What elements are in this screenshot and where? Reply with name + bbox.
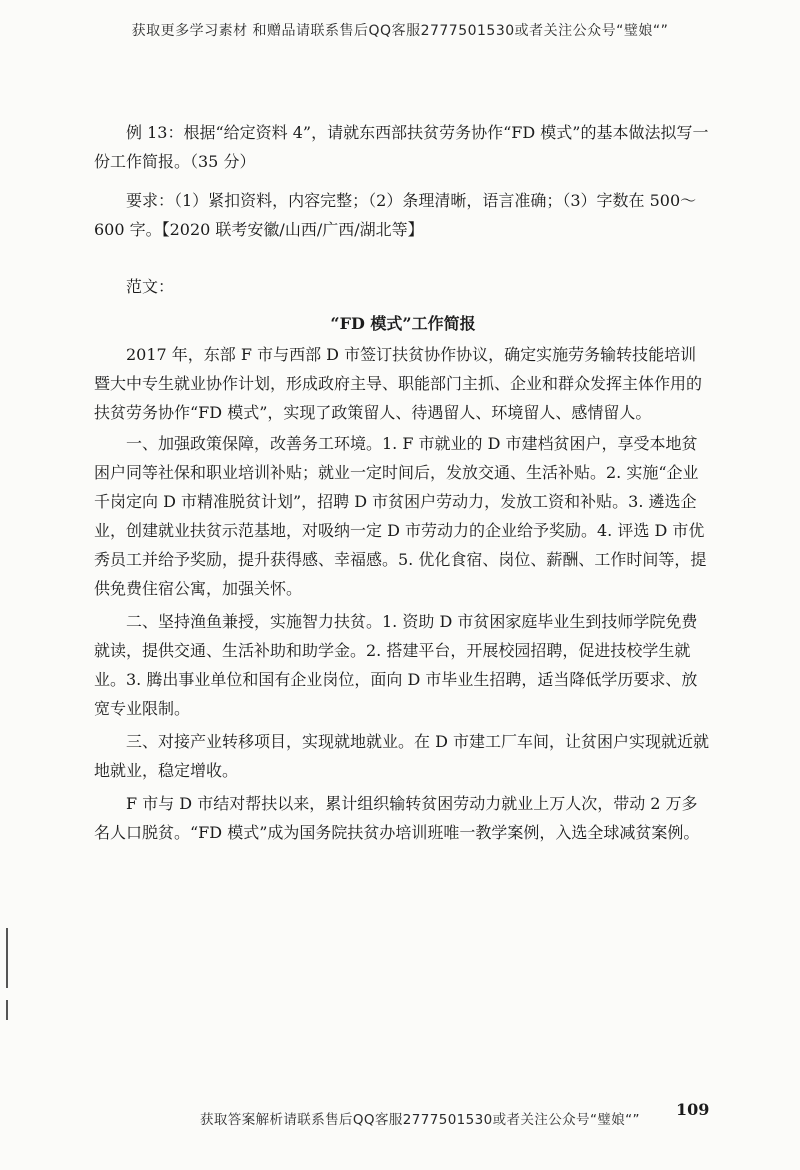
scan-edge-mark xyxy=(6,928,8,988)
answer-block xyxy=(94,272,712,847)
page-content xyxy=(94,118,712,851)
scan-edge-mark xyxy=(6,1000,8,1020)
page-number: 109 xyxy=(676,1100,710,1119)
report-paragraph-section-2: 二、坚持渔鱼兼授，实施智力扶贫。1. 资助 D 市贫困家庭毕业生到技师学院免费就读，提供交通、生活补助和助学金。2. 搭建平台，开展校园招聘，促进技校学生就业。3. 腾出事业单位和国有企业岗位，面向 D 市毕业生招聘，适当降低学历要求、放宽专业限制。 xyxy=(94,612,698,718)
question-title: 例 13：根据“给定资料 4”，请就东西部扶贫劳务协作“FD 模式”的基本做法拟写一份工作简报。（35 分） xyxy=(94,123,709,171)
question-block xyxy=(94,118,712,244)
header-note: 获取更多学习素材 和赠品请联系售后QQ客服2777501530或者关注公众号“璧娘“” xyxy=(131,23,669,39)
report-paragraph-section-1: 一、加强政策保障，改善务工环境。1. F 市就业的 D 市建档贫困户，享受本地贫困户同等社保和职业培训补贴；就业一定时间后，发放交通、生活补贴。2. 实施“企业千岗定向 D 市精准脱贫计划”，招聘 D 市贫困户劳动力，发放工资和补贴。3. 遴选企业，创建就业扶贫示范基地，对吸纳一定 D 市劳动力的企业给予奖励。4. 评选 D 市优秀员工并给予奖励，提升获得感、幸福感。5. 优化食宿、岗位、薪酬、工作时间等，提供免费住宿公寓，加强关怀。 xyxy=(94,434,707,598)
report-paragraph-conclusion: F 市与 D 市结对帮扶以来，累计组织输转贫困劳动力就业上万人次，带动 2 万多名人口脱贫。“FD 模式”成为国务院扶贫办培训班唯一教学案例，入选全球减贫案例。 xyxy=(94,794,700,842)
sample-label: 范文： xyxy=(126,277,175,296)
question-requirements: 要求：（1）紧扣资料，内容完整；（2）条理清晰，语言准确；（3）字数在 500～600 字。【2020 联考安徽/山西/广西/湖北等】 xyxy=(94,191,697,239)
report-title: “FD 模式”工作简报 xyxy=(330,314,476,333)
report-paragraph-section-3: 三、对接产业转移项目，实现就地就业。在 D 市建工厂车间，让贫困户实现就近就地就业，稳定增收。 xyxy=(94,732,710,780)
footer-note: 获取答案解析请联系售后QQ客服2777501530或者关注公众号“璧娘“” xyxy=(200,1112,640,1128)
report-paragraph-intro: 2017 年，东部 F 市与西部 D 市签订扶贫协作协议，确定实施劳务输转技能培训暨大中专生就业协作计划，形成政府主导、职能部门主抓、企业和群众发挥主体作用的扶贫劳务协作“FD 模式”，实现了政策留人、待遇留人、环境留人、感情留人。 xyxy=(94,345,703,422)
